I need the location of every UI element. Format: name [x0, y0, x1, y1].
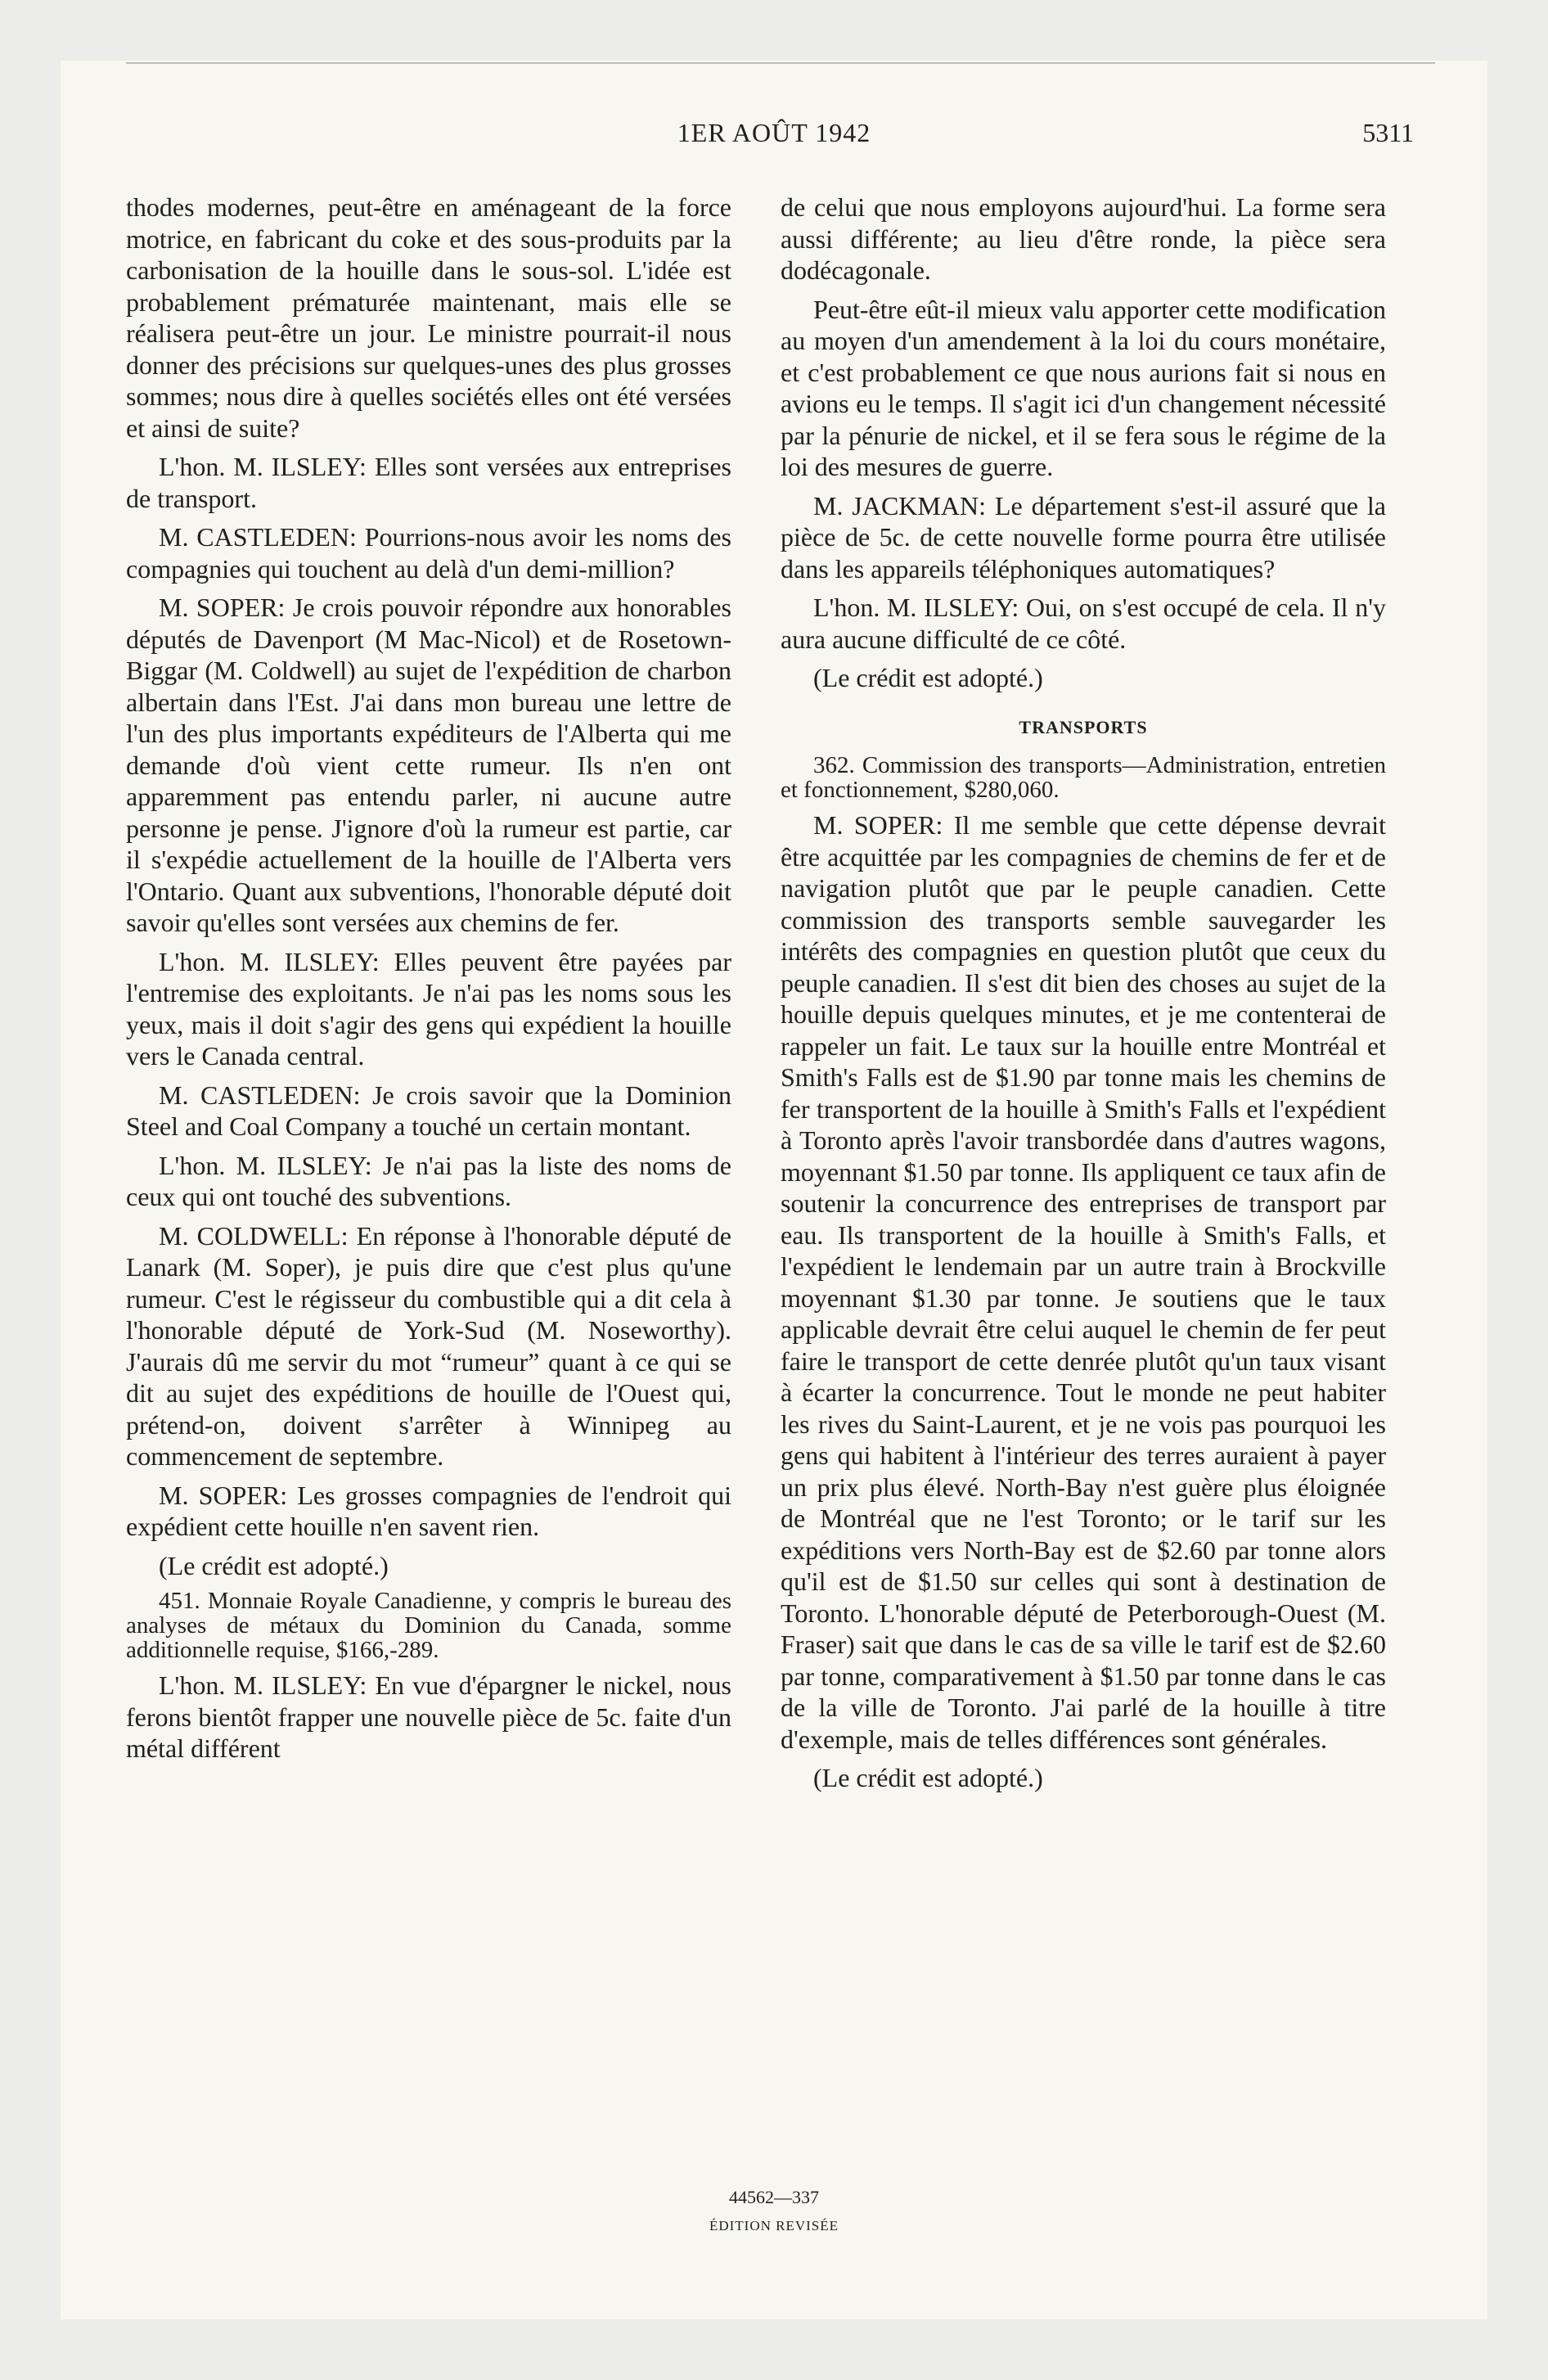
footer-code: 44562—337: [729, 2187, 819, 2207]
section-heading: TRANSPORTS: [1019, 716, 1148, 737]
top-rule: [126, 62, 1435, 64]
paragraph: Peut-être eût-il mieux valu apporter cette modification au moyen d'un amendement à la loi du cours monétaire, et c'est probablement ce que nous aurions fait si nous en avions eu le temps. Il s'agit ici d'un changement nécessité par la pénurie de nickel, et il se fera sous le régime de la loi des mesures de guerre.: [781, 294, 1386, 481]
paragraph: M. SOPER: Les grosses compagnies de l'endroit qui expédient cette houille n'en savent rien.: [126, 1480, 731, 1541]
paragraph: L'hon. M. ILSLEY: Oui, on s'est occupé de cela. Il n'y aura aucune difficulté de ce côté.: [781, 593, 1386, 654]
paragraph: 451. Monnaie Royale Canadienne, y compris le bureau des analyses de métaux du Dominion du Canada, somme additionnelle requise, $166,-289.: [126, 1588, 731, 1663]
paragraph: M. CASTLEDEN: Pourrions-nous avoir les noms des compagnies qui touchent au delà d'un demi-million?: [126, 522, 731, 584]
paragraph: M. CASTLEDEN: Je crois savoir que la Dominion Steel and Coal Company a touché un certain montant.: [126, 1080, 731, 1141]
right-column: [781, 192, 1386, 1801]
page: [61, 61, 1487, 2319]
paragraph: L'hon. M. ILSLEY: Elles peuvent être payées par l'entremise des exploitants. Je n'ai pas les noms sous les yeux, mais il doit s'agir des gens qui expédient la houille vers le Canada central.: [126, 946, 731, 1071]
paragraph: L'hon. M. ILSLEY: En vue d'épargner le nickel, nous ferons bientôt frapper une nouvelle pièce de 5c. faite d'un métal différent: [126, 1670, 731, 1763]
paragraph: de celui que nous employons aujourd'hui. La forme sera aussi différente; au lieu d'être ronde, la pièce sera dodécagonale.: [781, 192, 1386, 285]
running-head-date: 1ER AOÛT 1942: [677, 118, 871, 147]
paragraph: thodes modernes, peut-être en aménageant de la force motrice, en fabricant du coke et des sous-produits par la carbonisation de la houille dans le sous-sol. L'idée est probablement prématurée maintenant, mais elle se réalisera peut-être un jour. Le ministre pourrait-il nous donner des précisions sur quelques-unes des plus grosses sommes; nous dire à quelles sociétés elles ont été versées et ainsi de suite?: [126, 192, 731, 443]
paragraph: M. SOPER: Je crois pouvoir répondre aux honorables députés de Davenport (M Mac-Nicol) et de Rosetown-Biggar (M. Coldwell) au sujet de l'expédition de charbon albertain dans l'Est. J'ai dans mon bureau une lettre de l'un des plus importants expéditeurs de l'Alberta qui me demande d'où vient cette rumeur. Ils n'en ont apparemment pas entendu parler, ni aucune autre personne je pense. J'ignore d'où la rumeur est partie, car il s'expédie actuellement de la houille de l'Alberta vers l'Ontario. Quant aux subventions, l'honorable député doit savoir qu'elles sont versées aux chemins de fer.: [126, 593, 731, 937]
left-column: [126, 192, 731, 1772]
paragraph: M. COLDWELL: En réponse à l'honorable député de Lanark (M. Soper), je puis dire que c'est plus qu'une rumeur. C'est le régisseur du combustible qui a dit cela à l'honorable député de York-Sud (M. Noseworthy). J'aurais dû me servir du mot “rumeur” quant à ce qui se dit au sujet des expéditions de houille de l'Ouest qui, prétend-on, doivent s'arrêter à Winnipeg au commencement de septembre.: [126, 1220, 731, 1471]
paragraph: (Le crédit est adopté.): [813, 1763, 1043, 1792]
paragraph: (Le crédit est adopté.): [159, 1550, 389, 1580]
paragraph: M. SOPER: Il me semble que cette dépense devrait être acquittée par les compagnies de chemins de fer et de navigation plutôt que par le peuple canadien. Cette commission des transports semble sauvegarder les intérêts des compagnies en question plutôt que ceux du peuple canadien. Il s'est dit bien des choses au sujet de la houille depuis quelques minutes, et je me contenterai de rappeler un fait. Le taux sur la houille entre Montréal et Smith's Falls est de $1.90 par tonne mais les chemins de fer transportent de la houille à Smith's Falls et l'expédient à Toronto après l'avoir transbordée dans d'autres wagons, moyennant $1.50 par tonne. Ils appliquent ce taux afin de soutenir la concurrence des entreprises de transport par eau. Ils transportent de la houille à Smith's Falls, et l'expédient le lendemain par un autre train à Brockville moyennant $1.30 par tonne. Je soutiens que le taux applicable devrait être celui auquel le chemin de fer peut faire le transport de cette denrée plutôt qu'un taux visant à écarter la concurrence. Tout le monde ne peut habiter les rives du Saint-Laurent, et je ne vois pas pourquoi les gens qui habitent à l'intérieur des terres auraient à payer un prix plus élevé. North-Bay n'est guère plus éloignée de Montréal que ne l'est Toronto; or le tarif sur les expéditions vers North-Bay est de $2.60 par tonne alors qu'il est de $1.50 sur celles qui sont à destination de Toronto. L'honorable député de Peterborough-Ouest (M. Fraser) sait que dans le cas de sa ville le tarif est de $2.60 par tonne, comparativement à $1.50 par tonne dans le cas de la ville de Toronto. J'ai parlé de la houille à titre d'exemple, mais de telles différences sont générales.: [781, 810, 1386, 1754]
paragraph: (Le crédit est adopté.): [813, 663, 1043, 692]
footer-edition: ÉDITION REVISÉE: [709, 2218, 839, 2234]
paragraph: L'hon. M. ILSLEY: Je n'ai pas la liste des noms de ceux qui ont touché des subventions.: [126, 1150, 731, 1211]
paragraph: L'hon. M. ILSLEY: Elles sont versées aux entreprises de transport.: [126, 452, 731, 513]
paragraph: M. JACKMAN: Le département s'est-il assuré que la pièce de 5c. de cette nouvelle forme pourra être utilisée dans les appareils téléphoniques automatiques?: [781, 490, 1386, 584]
page-number: 5311: [1362, 118, 1414, 147]
paragraph: 362. Commission des transports—Administration, entretien et fonctionnement, $280,060.: [781, 752, 1386, 803]
